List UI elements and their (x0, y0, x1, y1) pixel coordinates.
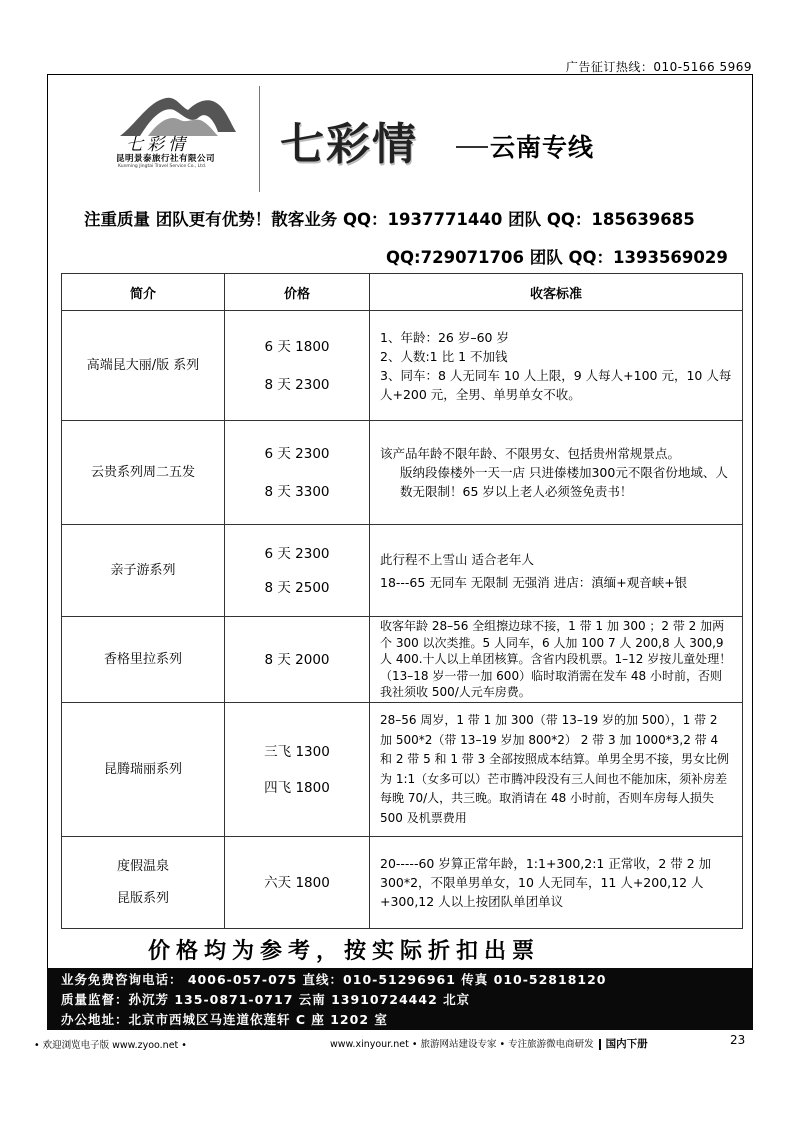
price-text: 三飞 1300 (264, 743, 330, 760)
table-row (62, 525, 743, 617)
price-text: 8 天 3300 (264, 483, 330, 500)
route-name-text: 昆版系列 (116, 890, 169, 906)
brand-subtitle: 云南专线 (490, 133, 595, 162)
ad-hotline: 广告征订热线：010-5166 5969 (565, 60, 752, 74)
route-price (225, 421, 370, 525)
table-row (62, 837, 743, 929)
route-standard (370, 525, 743, 617)
route-name-text: 香格里拉系列 (103, 651, 182, 667)
route-name-text: 亲子游系列 (110, 562, 176, 578)
route-name-text: 昆腾瑞丽系列 (103, 761, 182, 777)
price-text: 6 天 2300 (264, 545, 330, 562)
route-price (225, 311, 370, 421)
route-name-text: 高端昆大丽/版 系列 (86, 357, 200, 373)
price-text: 四飞 1800 (264, 779, 330, 796)
footer-separator (599, 1039, 601, 1050)
standard-text: 2、人数:1 比 1 不加钱 (380, 348, 508, 364)
standard-text: 28–56 周岁，1 带 1 加 300（带 13–19 岁的加 500），1 带 2 加 500*2（带 13–19 岁加 800*2） 2 带 3 加 1000*3,2 带 4 和 2 带 5 和 1 带 3 全部按照成本结算。单男全男不接，男女比例为 1:1（女多可以）芒市腾冲段没有三人间也不能加床，须补房差每晚 70/人，共三晚。取消请在 48 小时前，否则车房每人损失 500 及机票费用 (380, 713, 730, 825)
table-row (62, 617, 743, 703)
contact-supervision-line: 质量监督：孙沉芳 135-0871-0717 云南 13910724442 北京 (61, 992, 471, 1007)
brand-title: 七彩情 (280, 119, 418, 170)
standard-text: 1、年龄：26 岁–60 岁 (380, 329, 509, 345)
route-standard (370, 311, 743, 421)
footer-left-text: • 欢迎浏览电子版 www.zyoo.net • (34, 1040, 187, 1051)
footer-right (330, 1036, 648, 1051)
standard-text: 此行程不上雪山 适合老年人 (380, 551, 534, 567)
table-row (62, 421, 743, 525)
footer-section: 国内下册 (605, 1038, 648, 1050)
contact-bar (47, 968, 753, 1030)
route-price (225, 525, 370, 617)
standard-text: 该产品年龄不限年龄、不限男女、包括贵州常规景点。 (380, 446, 681, 461)
price-table (61, 273, 743, 929)
route-standard (370, 421, 743, 525)
company-logo (66, 92, 242, 182)
logo-company-english: Kunming Jingtai Travel Service Co., Ltd. (118, 164, 207, 169)
route-name (62, 525, 225, 617)
price-notice: 价格均为参考，按实际折扣出票 (148, 939, 541, 964)
table-row (62, 703, 743, 837)
slogan-line-1: 注重质量 团队更有优势！散客业务 QQ：1937771440 团队 QQ：185639685 (84, 210, 695, 229)
price-text: 6 天 1800 (264, 338, 330, 355)
standard-text: 版纳段傣楼外一天一店 只进傣楼加300元不限省份地域、人数无限制！65 岁以上老人必须签免责书！ (400, 465, 728, 499)
route-price (225, 703, 370, 837)
standard-text: 18---65 无同车 无限制 无强消 进店：滇缅+观音峡+银 (380, 574, 688, 590)
logo-company-name: 昆明景泰旅行社有限公司 (116, 154, 216, 164)
table-header-row (62, 274, 743, 311)
route-name (62, 837, 225, 929)
route-name-text: 度假温泉 (116, 858, 169, 874)
contact-address-line: 办公地址：北京市西城区马连道依莲轩 C 座 1202 室 (61, 1012, 388, 1027)
header-price: 价格 (225, 274, 370, 311)
table-row (62, 311, 743, 421)
brand-dash (456, 146, 488, 148)
price-text: 8 天 2300 (264, 376, 330, 393)
footer-right-text: www.xinyour.net • 旅游网站建设专家 • 专注旅游微电商研发 (330, 1039, 594, 1050)
price-text: 8 天 2000 (264, 651, 330, 668)
slogan-line-2: QQ:729071706 团队 QQ：1393569029 (386, 248, 728, 267)
header-intro: 简介 (62, 274, 225, 311)
route-standard (370, 837, 743, 929)
price-text: 六天 1800 (264, 874, 330, 891)
route-name (62, 703, 225, 837)
page-number: 23 (730, 1033, 746, 1047)
standard-text: 3、同车：8 人无同车 10 人上限，9 人每人+100 元，10 人每人+200 元，全男、单男单女不收。 (380, 367, 732, 402)
logo-script-text: 七彩情 (126, 135, 189, 155)
standard-text: 20-----60 岁算正常年龄，1:1+300,2:1 正常收，2 带 2 加 300*2，不限单男单女，10 人无同车，11 人+200,12 人+300,12 人以上按团队单团单议 (380, 856, 712, 909)
route-name (62, 311, 225, 421)
route-name (62, 617, 225, 703)
price-text: 8 天 2500 (264, 579, 330, 596)
price-text: 6 天 2300 (264, 445, 330, 462)
route-name-text: 云贵系列周二五发 (90, 464, 195, 480)
route-price (225, 617, 370, 703)
header-standard: 收客标准 (370, 274, 743, 311)
standard-text: 收客年龄 28–56 全组擦边球不接，1 带 1 加 300 ；2 带 2 加两个 300 以次类推。5 人同车，6 人加 100 7 人 200,8 人 300,9 人 400.十人以上单团核算。含省内段机票。1–12 岁按儿童处理！（13–18 岁一带一加 600）临时取消需在发车 48 小时前，否则我社须收 500/人元车房费。 (380, 619, 732, 700)
route-name (62, 421, 225, 525)
header-divider (259, 86, 260, 192)
route-standard (370, 703, 743, 837)
route-standard (370, 617, 743, 703)
route-price (225, 837, 370, 929)
contact-phone-line: 业务免费咨询电话： 4006-057-075 直线：010-51296961 传真 010-52818120 (61, 972, 607, 987)
